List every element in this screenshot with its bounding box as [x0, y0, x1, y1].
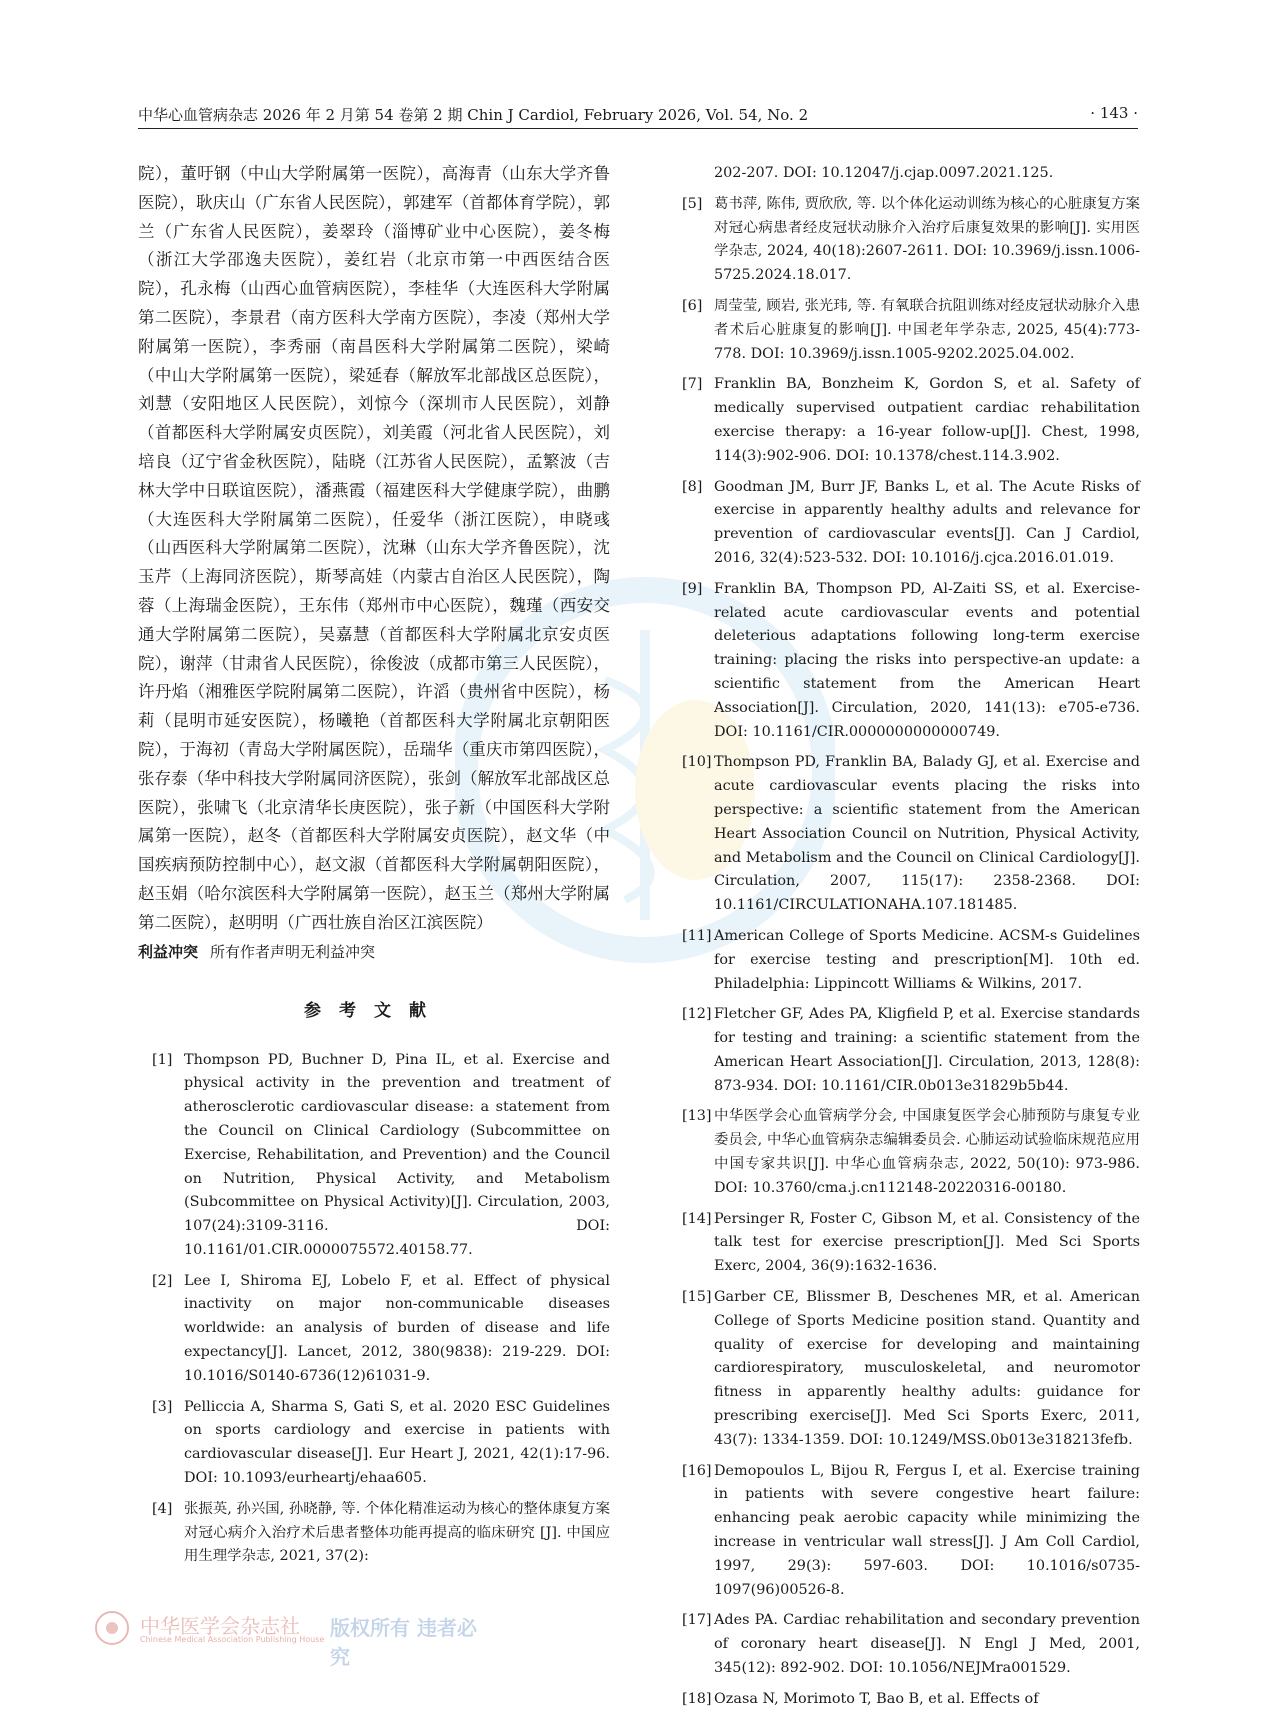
reference-number: [6] [682, 297, 703, 314]
reference-item [138, 1396, 610, 1491]
reference-text: Ozasa N, Morimoto T, Bao B, et al. Effects of [714, 1690, 1039, 1707]
reference-item [668, 1460, 1140, 1603]
reference-number: [4] [152, 1500, 173, 1517]
reference-item [668, 925, 1140, 996]
reference-number: [7] [682, 376, 703, 393]
reference-number: [8] [682, 478, 703, 495]
reference-number: [2] [152, 1272, 173, 1289]
reference-text: Franklin BA, Thompson PD, Al-Zaiti SS, et al. Exercise-related acute cardiovascular events and potential deleterious adaptations following long-term exercise training: placing the risks into perspective-an update: a scientific statement from the American Heart Association[J]. Circulation, 2020, 141(13): e705-e736. DOI: 10.1161/CIR.0000000000000749. [714, 580, 1140, 740]
reference-number: [14] [682, 1210, 712, 1227]
conflict-text: 所有作者声明无利益冲突 [210, 942, 376, 961]
reference-text: Goodman JM, Burr JF, Banks L, et al. The Acute Risks of exercise in apparently healthy adults and relevance for prevention of cardiovascular events[J]. Can J Cardiol, 2016, 32(4):523-532. DOI: 10.1016/j.cjca.2016.01.019. [714, 478, 1140, 566]
rights-notice: 版权所有 违者必究 [330, 1616, 477, 1669]
reference-item [668, 193, 1140, 288]
publisher-footer [90, 1608, 490, 1669]
reference-list-right [668, 162, 1140, 1712]
right-column [668, 162, 1140, 1719]
reference-text: Persinger R, Foster C, Gibson M, et al. Consistency of the talk test for exercise prescription[J]. Med Sci Sports Exerc, 2004, 36(9):1632-1636. [714, 1210, 1140, 1275]
reference-item [668, 578, 1140, 745]
reference-item [668, 295, 1140, 366]
reference-text: Franklin BA, Bonzheim K, Gordon S, et al. Safety of medically supervised outpatient cardiac rehabilitation exercise therapy: a 16-year follow-up[J]. Chest, 1998, 114(3):902-906. DOI: 10.1378/chest.114.3.902. [714, 376, 1140, 464]
reference-text: 葛书萍, 陈伟, 贾欣欣, 等. 以个体化运动训练为核心的心脏康复方案对冠心病患者经皮冠状动脉介入治疗后康复效果的影响[J]. 实用医学杂志, 2024, 40(18):2607-2611. DOI: 10.3969/j.issn.1006-5725.2024.18.017. [714, 195, 1140, 284]
reference-number: [18] [682, 1690, 712, 1707]
reference-item [138, 1049, 610, 1263]
reference-list-left [138, 1049, 610, 1570]
reference-item [138, 1498, 610, 1569]
reference-item [668, 751, 1140, 918]
reference-number: [5] [682, 195, 703, 212]
reference-number: [3] [152, 1398, 173, 1415]
reference-item [668, 1003, 1140, 1098]
conflict-label: 利益冲突 [138, 942, 199, 961]
reference-text: American College of Sports Medicine. ACSM-s Guidelines for exercise testing and prescription[M]. 10th ed. Philadelphia: Lippincott Williams & Wilkins, 2017. [714, 927, 1140, 992]
running-header [138, 104, 1138, 129]
reference-text: 中华医学会心血管病学分会, 中国康复医学会心肺预防与康复专业委员会, 中华心血管病杂志编辑委员会. 心肺运动试验临床规范应用中国专家共识[J]. 中华心血管病杂志, 2022, 50(10): 973-986. DOI: 10.3760/cma.j.cn112148-20220316-00180. [714, 1108, 1140, 1196]
reference-item [668, 1286, 1140, 1453]
publisher-logo-icon [90, 1608, 134, 1648]
reference-text: Pelliccia A, Sharma S, Gati S, et al. 2020 ESC Guidelines on sports cardiology and exercise in patients with cardiovascular disease[J]. Eur Heart J, 2021, 42(1):17-96. DOI: 10.1093/eurheartj/ehaa605. [184, 1398, 610, 1487]
reference-text: Demopoulos L, Bijou R, Fergus I, et al. Exercise training in patients with severe congestive heart failure: enhancing peak aerobic capacity while minimizing the increase in ventricular wall stress[J]. J Am Coll Cardiol, 1997, 29(3): 597-603. DOI: 10.1016/s0735-1097(96)00526-8. [714, 1462, 1140, 1598]
reference-item [668, 373, 1140, 468]
publisher-name: 中华医学会杂志社 [140, 1614, 300, 1638]
reference-text: Ades PA. Cardiac rehabilitation and secondary prevention of coronary heart disease[J]. N Engl J Med, 2001, 345(12): 892-902. DOI: 10.1056/NEJMra001529. [714, 1612, 1140, 1677]
journal-citation: 中华心血管病杂志 2026 年 2 月第 54 卷第 2 期 Chin J Cardiol, February 2026, Vol. 54, No. 2 [138, 106, 809, 124]
reference-number: [13] [682, 1108, 712, 1125]
reference-text: Fletcher GF, Ades PA, Kligfield P, et al. Exercise standards for testing and training: a scientific statement from the American Heart Association[J]. Circulation, 2013, 128(8): 873-934. DOI: 10.1161/CIR.0b013e31829b5b44. [714, 1006, 1140, 1094]
left-column [138, 160, 610, 1576]
reference-item [668, 1208, 1140, 1279]
reference-item [668, 1609, 1140, 1680]
reference-text: Lee I, Shiroma EJ, Lobelo F, et al. Effect of physical inactivity on major non-communicable diseases worldwide: an analysis of burden of disease and life expectancy[J]. Lancet, 2012, 380(9838): 219-229. DOI: 10.1016/S0140-6736(12)61031-9. [184, 1272, 610, 1384]
reference-number [668, 162, 714, 186]
reference-number: [15] [682, 1289, 712, 1306]
reference-text: 202-207. DOI: 10.12047/j.cjap.0097.2021.125. [714, 165, 1054, 181]
reference-item [668, 1105, 1140, 1200]
reference-text: 张振英, 孙兴国, 孙晓静, 等. 个体化精准运动为核心的整体康复方案对冠心病介入治疗术后患者整体功能再提高的临床研究 [J]. 中国应用生理学杂志, 2021, 37(2): [184, 1500, 610, 1565]
reference-text: 周莹莹, 顾岩, 张光玮, 等. 有氧联合抗阻训练对经皮冠状动脉介入患者术后心脏康复的影响[J]. 中国老年学杂志, 2025, 45(4):773-778. DOI: 10.3969/j.issn.1005-9202.2025.04.002. [714, 297, 1140, 362]
contributor-list: 院），董吁钢（中山大学附属第一医院），高海青（山东大学齐鲁医院），耿庆山（广东省人民医院），郭建军（首都体育学院），郭兰（广东省人民医院），姜翠玲（淄博矿业中心医院），姜冬梅（浙江大学邵逸夫医院），姜红岩（北京市第一中西医结合医院），孔永梅（山西心血管病医院），李桂华（大连医科大学附属第二医院），李景君（南方医科大学南方医院），李凌（郑州大学附属第一医院），李秀丽（南昌医科大学附属第二医院），梁崎（中山大学附属第一医院），梁延春（解放军北部战区总医院），刘慧（安阳地区人民医院），刘惊今（深圳市人民医院），刘静（首都医科大学附属安贞医院），刘美霞（河北省人民医院），刘培良（辽宁省金秋医院），陆晓（江苏省人民医院），孟繁波（吉林大学中日联谊医院），潘燕霞（福建医科大学健康学院），曲鹏（大连医科大学附属第二医院），任爱华（浙江医院），申晓彧（山西医科大学附属第二医院），沈琳（山东大学齐鲁医院），沈玉芹（上海同济医院），斯琴高娃（内蒙古自治区人民医院），陶蓉（上海瑞金医院），王东伟（郑州市中心医院），魏瑾（西安交通大学附属第二医院），吴嘉慧（首都医科大学附属北京安贞医院），谢萍（甘肃省人民医院），徐俊波（成都市第三人民医院），许丹焰（湘雅医学院附属第二医院），许滔（贵州省中医院），杨莉（昆明市延安医院），杨曦艳（首都医科大学附属北京朝阳医院），于海初（青岛大学附属医院），岳瑞华（重庆市第四医院），张存泰（华中科技大学附属同济医院），张剑（解放军北部战区总医院），张啸飞（北京清华长庚医院），张子新（中国医科大学附属第一医院），赵冬（首都医科大学附属安贞医院），赵文华（中国疾病预防控制中心），赵文淑（首都医科大学附属朝阳医院），赵玉娟（哈尔滨医科大学附属第一医院），赵玉兰（郑州大学附属第二医院），赵明明（广西壮族自治区江滨医院） [138, 164, 610, 932]
reference-number: [12] [682, 1006, 712, 1023]
reference-number: [9] [682, 580, 703, 597]
reference-number: [1] [152, 1051, 173, 1068]
reference-item [668, 476, 1140, 571]
reference-text: Thompson PD, Buchner D, Pina IL, et al. Exercise and physical activity in the prevention and treatment of atherosclerotic cardiovascular disease: a statement from the Council on Clinical Cardiology (Subcommittee on Exercise, Rehabilitation, and Prevention) and the Council on Nutrition, Physical Activity, and Metabolism (Subcommittee on Physical Activity)[J]. Circulation, 2003, 107(24):3109-3116. DOI: 10.1161/01.CIR.0000075572.40158.77. [184, 1051, 610, 1258]
reference-number: [16] [682, 1462, 712, 1479]
reference-number: [17] [682, 1612, 712, 1629]
conflict-of-interest [138, 940, 610, 964]
publisher-name-en: Chinese Medical Association Publishing House [140, 1635, 325, 1644]
references-heading: 参考文献 [304, 1000, 444, 1021]
reference-item [138, 1270, 610, 1389]
reference-number: [10] [682, 754, 712, 771]
reference-item [668, 162, 1140, 186]
page-number: · 143 · [1090, 104, 1138, 122]
reference-text: Garber CE, Blissmer B, Deschenes MR, et al. American College of Sports Medicine position stand. Quantity and quality of exercise for developing and maintaining cardiorespiratory, musculoskeletal, and neuromotor fitness in apparently healthy adults: guidance for prescribing exercise[J]. Med Sci Sports Exerc, 2011, 43(7): 1334-1359. DOI: 10.1249/MSS.0b013e318213fefb. [714, 1289, 1140, 1448]
reference-item [668, 1688, 1140, 1712]
reference-text: Thompson PD, Franklin BA, Balady GJ, et al. Exercise and acute cardiovascular events placing the risks into perspective: a scientific statement from the American Heart Association Council on Nutrition, Physical Activity, and Metabolism and the Council on Clinical Cardiology[J]. Circulation, 2007, 115(17): 2358-2368. DOI: 10.1161/CIRCULATIONAHA.107.181485. [714, 754, 1140, 914]
reference-number: [11] [682, 927, 712, 944]
